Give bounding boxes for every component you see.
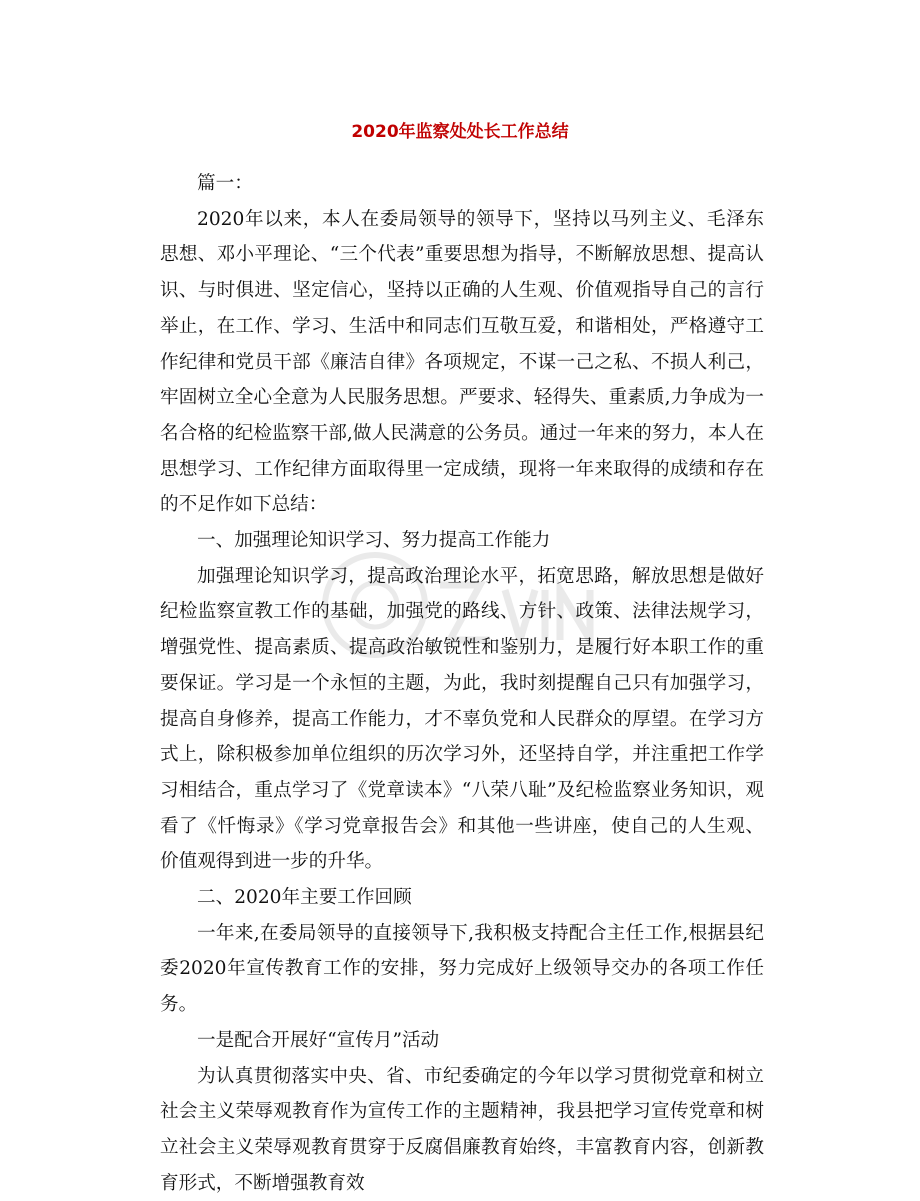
- paragraph-section-label: 篇一：: [197, 173, 253, 194]
- paragraph-review: 一年来,在委局领导的直接领导下,我积极支持配合主任工作,根据县纪委2020年宣传教育工作的安排，努力完成好上级领导交办的各项工作任务。: [160, 922, 764, 1016]
- document-title: 2020年监察处处长工作总结: [351, 122, 569, 142]
- heading-section-2: 二、2020年主要工作回顾: [197, 887, 412, 909]
- heading-section-1: 一、加强理论知识学习、努力提高工作能力: [197, 530, 551, 552]
- paragraph-campaign: 为认真贯彻落实中央、省、市纪委确定的今年以学习贯彻党章和树立社会主义荣辱观教育作为宣传工作的主题精神，我县把学习宣传党章和树立社会主义荣辱观教育贯穿于反腐倡廉教育始终，丰富教育内容，创新教育形式，不断增强教育效: [160, 1065, 764, 1194]
- paragraph-intro: 2020年以来，本人在委局领导的领导下，坚持以马列主义、毛泽东思想、邓小平理论、“三个代表”重要思想为指导，不断解放思想、提高认识、与时俱进、坚定信心，坚持以正确的人生观、价值观指导自己的言行举止，在工作、学习、生活中和同志们互敬互爱，和谐相处，严格遵守工作纪律和党员干部《廉洁自律》各项规定，不谋一己之私、不损人利己，牢固树立全心全意为人民服务思想。严要求、轻得失、重素质,力争成为一名合格的纪检监察干部,做人民满意的公务员。通过一年来的努力，本人在思想学习、工作纪律方面取得里一定成绩，现将一年来取得的成绩和存在的不足作如下总结：: [160, 208, 764, 516]
- heading-subsection-1: 一是配合开展好“宣传月”活动: [197, 1029, 440, 1051]
- document-body: [160, 166, 764, 1201]
- paragraph-study: 加强理论知识学习，提高政治理论水平，拓宽思路，解放思想是做好纪检监察宣教工作的基础，加强党的路线、方针、政策、法律法规学习，增强党性、提高素质、提高政治敏锐性和鉴别力，是履行好本职工作的重要保证。学习是一个永恒的主题，为此，我时刻提醒自己只有加强学习，提高自身修养，提高工作能力，才不辜负党和人民群众的厚望。在学习方式上，除积极参加单位组织的历次学习外，还坚持自学，并注重把工作学习相结合，重点学习了《党章读本》“八荣八耻”及纪检监察业务知识，观看了《忏悔录》《学习党章报告会》和其他一些讲座，使自己的人生观、价值观得到进一步的升华。: [160, 565, 764, 873]
